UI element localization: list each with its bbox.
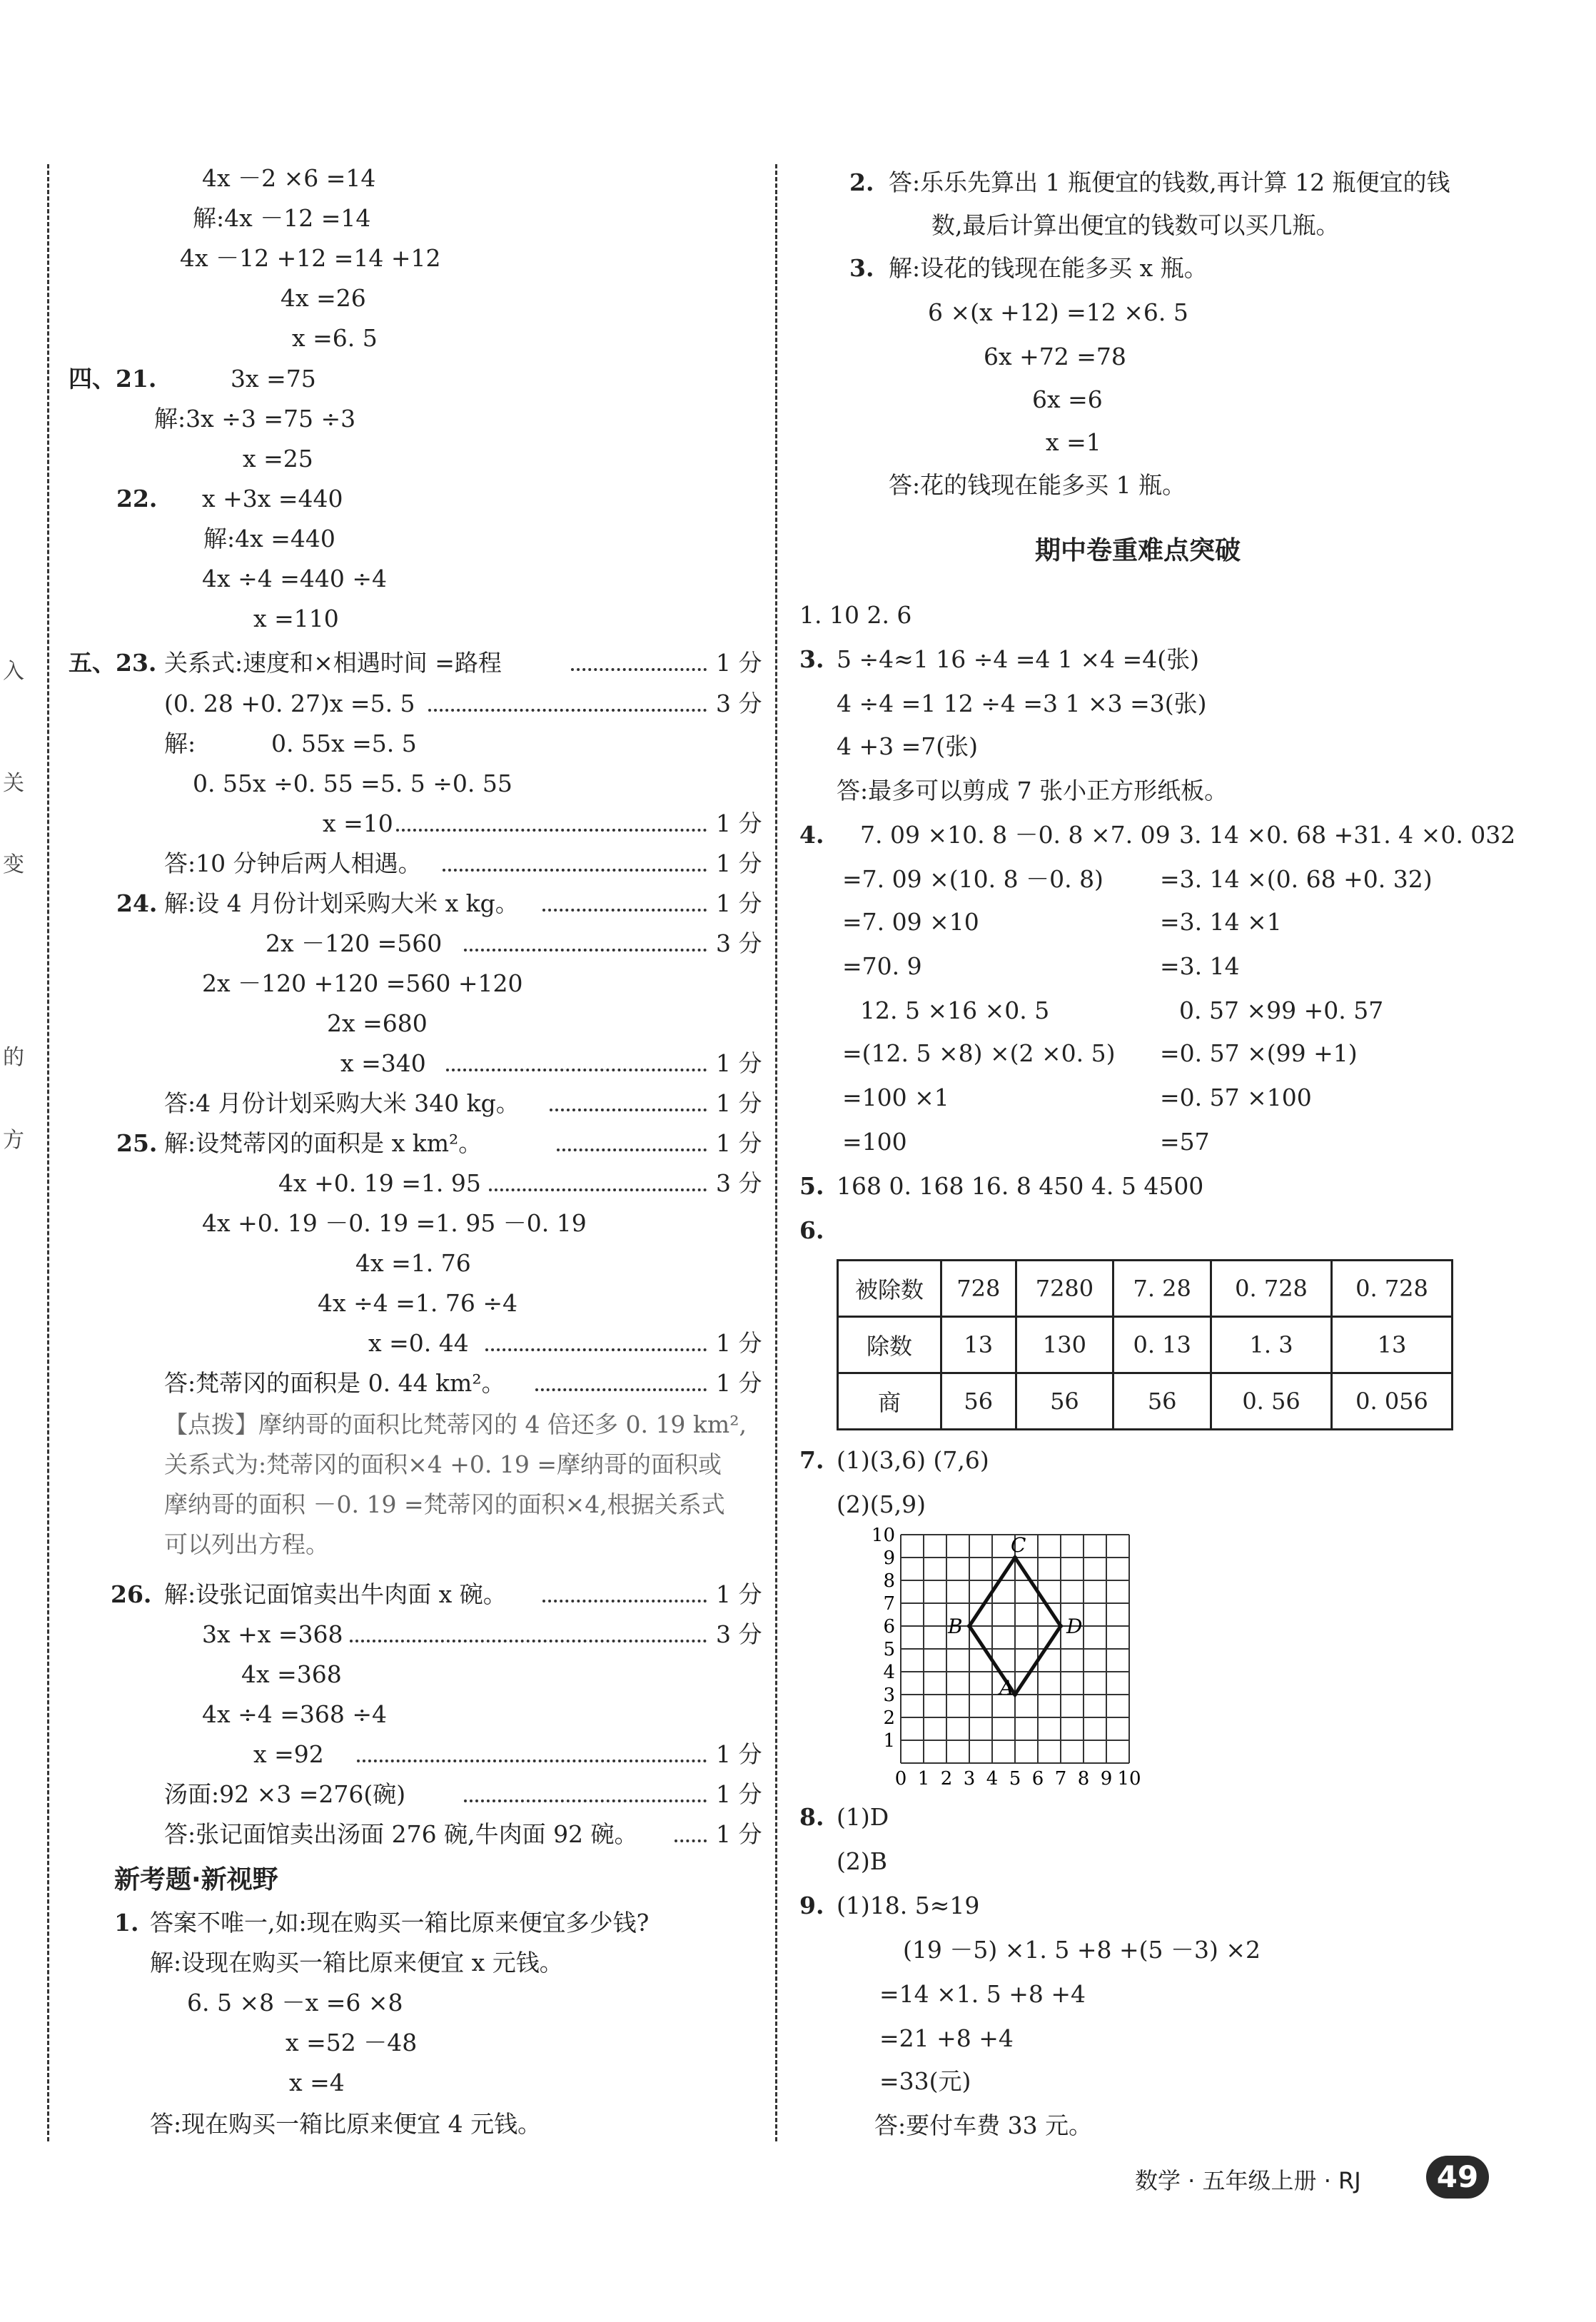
question-number: 8. [799, 1803, 824, 1831]
eq-line: 6 ×(x +12) =12 ×6. 5 [928, 298, 1188, 326]
table-cell: 130 [1016, 1317, 1113, 1373]
score: 1 分 [716, 1369, 762, 1397]
eq-line: x =52 －48 [286, 2029, 418, 2056]
x-tick-label: 8 [1077, 1768, 1090, 1790]
page-number: 49 [1426, 2156, 1489, 2199]
eq-line: 0. 55x ÷0. 55 =5. 5 ÷0. 55 [193, 769, 512, 797]
eq-line: 解: [164, 730, 196, 757]
table-cell: 商 [838, 1373, 941, 1430]
question-number: 四、21. [69, 365, 157, 393]
eq-line: 2x =680 [327, 1009, 428, 1037]
score: 1 分 [716, 1129, 762, 1157]
center-dashed-divider [775, 164, 777, 2141]
eq-line: =7. 09 ×10 [842, 908, 979, 936]
eq-line: 关系式:速度和×相遇时间 =路程 [164, 649, 502, 677]
y-tick-label: 3 [883, 1685, 895, 1706]
division-table [837, 1259, 1453, 1430]
score: 1 分 [716, 649, 762, 677]
eq-line: =70. 9 [842, 952, 922, 980]
question-number: 7. [799, 1446, 824, 1474]
answer-line: 答:梵蒂冈的面积是 0. 44 km²。 [164, 1369, 505, 1397]
eq-line: 3. 14 ×0. 68 +31. 4 ×0. 032 [1179, 821, 1516, 849]
answer-line: 答:现在购买一箱比原来便宜 4 元钱。 [150, 2110, 542, 2138]
y-tick-label: 4 [883, 1662, 895, 1683]
eq-line: x =4 [289, 2069, 345, 2096]
eq-line: x =110 [253, 605, 339, 632]
x-tick-label: 1 [917, 1768, 930, 1790]
table-row [838, 1261, 1453, 1317]
eq-line: =33(元) [879, 2067, 971, 2095]
score: 3 分 [716, 1169, 762, 1197]
answer-line: 答:乐乐先算出 1 瓶便宜的钱数,再计算 12 瓶便宜的钱 [889, 168, 1450, 196]
margin-char: 关 [3, 771, 24, 796]
dot-leader [542, 899, 707, 912]
table-cell: 0. 056 [1332, 1373, 1453, 1430]
eq-line: 4x ÷4 =440 ÷4 [202, 565, 388, 592]
eq-line: 4x ÷4 =368 ÷4 [202, 1700, 388, 1728]
point-label: A [999, 1676, 1014, 1700]
point-marker [967, 1624, 971, 1628]
answer-line: 答:10 分钟后两人相遇。 [164, 849, 422, 877]
y-tick-label: 10 [871, 1528, 895, 1546]
eq-line: 12. 5 ×16 ×0. 5 [860, 996, 1050, 1024]
table-cell: 除数 [838, 1317, 941, 1373]
eq-line: 6. 5 ×8 －x =6 ×8 [187, 1989, 403, 2016]
eq-line: x =340 [340, 1049, 426, 1077]
eq-line: x =0. 44 [368, 1329, 469, 1357]
eq-line: 3x =75 [231, 365, 316, 393]
eq-line: (19 －5) ×1. 5 +8 +(5 －3) ×2 [903, 1936, 1261, 1964]
score: 1 分 [716, 1820, 762, 1848]
eq-line: 4x ÷4 =1. 76 ÷4 [318, 1289, 517, 1317]
eq-line: x =10 [323, 809, 393, 837]
y-tick-label: 1 [883, 1730, 895, 1752]
eq-line: 6x +72 =78 [984, 343, 1126, 370]
eq-line: =(12. 5 ×8) ×(2 ×0. 5) [842, 1039, 1116, 1067]
score: 3 分 [716, 690, 762, 717]
eq-line: 4x =1. 76 [355, 1249, 471, 1277]
table-row [838, 1373, 1453, 1430]
dot-leader [464, 1790, 707, 1802]
tip-line: 关系式为:梵蒂冈的面积×4 +0. 19 =摩纳哥的面积或 [164, 1450, 722, 1478]
question-number: 24. [116, 889, 158, 917]
eq-line: x =92 [253, 1740, 324, 1768]
question-number: 3. [849, 254, 874, 282]
question-number: 6. [799, 1216, 824, 1244]
table-cell: 56 [1113, 1373, 1211, 1430]
dot-leader [396, 819, 707, 832]
eq-line: =14 ×1. 5 +8 +4 [879, 1980, 1086, 2008]
eq-line: x =25 [243, 445, 313, 473]
point-label: C [1011, 1533, 1026, 1557]
answer-line: (1)D [837, 1803, 889, 1831]
eq-line: =100 [842, 1128, 907, 1156]
dot-leader [557, 1139, 707, 1151]
score: 1 分 [716, 1580, 762, 1608]
score: 1 分 [716, 1780, 762, 1808]
eq-line: =100 ×1 [842, 1084, 949, 1111]
left-dashed-margin [47, 164, 49, 2141]
dot-leader [443, 859, 707, 872]
x-tick-label: 0 [894, 1768, 907, 1790]
answer-line: (2)(5,9) [837, 1490, 926, 1518]
point-label: D [1066, 1615, 1083, 1638]
y-tick-label: 9 [883, 1548, 895, 1569]
answer-line: 答:最多可以剪成 7 张小正方形纸板。 [837, 777, 1228, 804]
x-tick-label: 3 [963, 1768, 976, 1790]
eq-line: 0. 57 ×99 +0. 57 [1179, 996, 1384, 1024]
coordinate-grid [864, 1528, 1149, 1806]
table-cell: 被除数 [838, 1261, 941, 1317]
y-tick-label: 6 [883, 1616, 895, 1637]
y-tick-label: 8 [883, 1570, 895, 1592]
eq-line: 解:设梵蒂冈的面积是 x km²。 [164, 1129, 483, 1157]
eq-line: 4x －2 ×6 =14 [202, 164, 376, 192]
score: 1 分 [716, 1089, 762, 1117]
table-cell: 0. 13 [1113, 1317, 1211, 1373]
dot-leader [485, 1338, 707, 1351]
dot-leader [446, 1059, 707, 1071]
eq-line: 汤面:92 ×3 =276(碗) [164, 1780, 406, 1808]
table-row [838, 1317, 1453, 1373]
answer-line: 答:张记面馆卖出汤面 276 碗,牛肉面 92 碗。 [164, 1820, 638, 1848]
eq-line: 解:设花的钱现在能多买 x 瓶。 [889, 254, 1208, 282]
table-cell: 0. 56 [1211, 1373, 1332, 1430]
tip-line: 摩纳哥的面积 －0. 19 =梵蒂冈的面积×4,根据关系式 [164, 1490, 725, 1518]
x-tick-label: 5 [1009, 1768, 1021, 1790]
eq-line: 4x =368 [241, 1660, 342, 1688]
question-number: 26. [111, 1580, 152, 1608]
answer-line: 168 0. 168 16. 8 450 4. 5 4500 [837, 1172, 1204, 1200]
answer-line: 答:4 月份计划采购大米 340 kg。 [164, 1089, 520, 1117]
dot-leader [571, 658, 707, 671]
question-number: 1. [114, 1909, 139, 1937]
eq-line: 解:4x =440 [203, 525, 335, 552]
eq-line: 4 +3 =7(张) [837, 732, 979, 760]
x-tick-label: 2 [940, 1768, 953, 1790]
answer-line: (2)B [837, 1847, 887, 1875]
table-cell: 728 [941, 1261, 1016, 1317]
eq-line: 3x +x =368 [202, 1620, 343, 1648]
section-heading: 期中卷重难点突破 [1035, 536, 1241, 565]
table-cell: 13 [941, 1317, 1016, 1373]
table-cell: 7280 [1016, 1261, 1113, 1317]
margin-char: 变 [3, 852, 24, 877]
dot-leader [542, 1590, 707, 1602]
score: 3 分 [716, 929, 762, 957]
answer-line: (1)(3,6) (7,6) [837, 1446, 989, 1474]
answer-line: 答:花的钱现在能多买 1 瓶。 [889, 471, 1186, 499]
dot-leader [357, 1750, 707, 1762]
eq-line: 解:设 4 月份计划采购大米 x kg。 [164, 889, 519, 917]
tip-line: 【点拨】摩纳哥的面积比梵蒂冈的 4 倍还多 0. 19 km², [164, 1410, 747, 1438]
score: 1 分 [716, 1049, 762, 1077]
eq-line: =0. 57 ×(99 +1) [1160, 1039, 1358, 1067]
score: 3 分 [716, 1620, 762, 1648]
table-cell: 0. 728 [1211, 1261, 1332, 1317]
eq-line: 解:设现在购买一箱比原来便宜 x 元钱。 [150, 1949, 563, 1977]
table-cell: 0. 728 [1332, 1261, 1453, 1317]
x-tick-label: 10 [1117, 1768, 1141, 1790]
table-cell: 1. 3 [1211, 1317, 1332, 1373]
answer-line: 1. 10 2. 6 [799, 601, 912, 629]
eq-line: 解:4x －12 =14 [193, 204, 371, 232]
dot-leader [535, 1378, 707, 1391]
eq-line: =7. 09 ×(10. 8 －0. 8) [842, 865, 1103, 893]
eq-line: 2x －120 =560 [266, 929, 443, 957]
dot-leader [550, 1099, 707, 1111]
question-number: 25. [116, 1129, 158, 1157]
eq-line: 解:3x ÷3 =75 ÷3 [154, 405, 356, 433]
question-number: 3. [799, 645, 824, 673]
y-tick-label: 2 [883, 1707, 895, 1729]
margin-char: 入 [3, 659, 24, 684]
answer-line: 答:要付车费 33 元。 [874, 2111, 1093, 2139]
eq-line: 5 ÷4≈1 16 ÷4 =4 1 ×4 =4(张) [837, 645, 1200, 673]
eq-line: 2x －120 +120 =560 +120 [202, 969, 523, 997]
eq-line: =3. 14 ×(0. 68 +0. 32) [1160, 865, 1433, 893]
question-number: 4. [799, 821, 824, 849]
score: 1 分 [716, 849, 762, 877]
question-number: 2. [849, 168, 874, 196]
dot-leader [675, 1829, 707, 1842]
eq-line: x =6. 5 [292, 324, 378, 352]
table-cell: 13 [1332, 1317, 1453, 1373]
eq-line: (1)18. 5≈19 [837, 1892, 980, 1919]
eq-line: 4x +0. 19 =1. 95 [278, 1169, 481, 1197]
eq-line: 解:设张记面馆卖出牛肉面 x 碗。 [164, 1580, 507, 1608]
eq-line: (0. 28 +0. 27)x =5. 5 [164, 690, 415, 717]
margin-char: 方 [3, 1128, 24, 1153]
eq-line: 6x =6 [1032, 385, 1103, 413]
section-heading: 新考题·新视野 [114, 1865, 278, 1894]
score: 1 分 [716, 809, 762, 837]
point-label: B [948, 1615, 963, 1638]
point-marker [1059, 1624, 1063, 1628]
eq-line: x +3x =440 [202, 485, 343, 513]
y-tick-label: 5 [883, 1639, 895, 1660]
dot-leader [464, 939, 707, 951]
eq-line: 4x =26 [281, 284, 366, 312]
eq-line: 7. 09 ×10. 8 －0. 8 ×7. 09 [860, 821, 1171, 849]
eq-line: =3. 14 [1160, 952, 1240, 980]
eq-line: =21 +8 +4 [879, 2024, 1014, 2052]
eq-line: =3. 14 ×1 [1160, 908, 1282, 936]
x-tick-label: 4 [986, 1768, 999, 1790]
question-number: 9. [799, 1892, 824, 1919]
score: 1 分 [716, 889, 762, 917]
x-tick-label: 7 [1054, 1768, 1067, 1790]
dot-leader [489, 1178, 707, 1191]
question-number: 22. [116, 485, 158, 513]
score: 1 分 [716, 1740, 762, 1768]
table-cell: 56 [941, 1373, 1016, 1430]
question-number: 五、23. [69, 649, 157, 677]
eq-line: 4x －12 +12 =14 +12 [180, 244, 441, 272]
margin-char: 的 [3, 1045, 24, 1070]
eq-line: 4 ÷4 =1 12 ÷4 =3 1 ×3 =3(张) [837, 690, 1207, 717]
footer-book-title: 数学 · 五年级上册 · RJ [1135, 2167, 1361, 2194]
y-tick-label: 7 [883, 1593, 895, 1615]
tip-line: 可以列出方程。 [164, 1530, 329, 1558]
eq-line: =57 [1160, 1128, 1210, 1156]
eq-line: x =1 [1046, 428, 1101, 456]
x-tick-label: 6 [1031, 1768, 1044, 1790]
eq-line: 0. 55x =5. 5 [271, 730, 417, 757]
score: 1 分 [716, 1329, 762, 1357]
eq-line: =0. 57 ×100 [1160, 1084, 1312, 1111]
table-cell: 56 [1016, 1373, 1113, 1430]
dot-leader [350, 1630, 707, 1642]
question-number: 5. [799, 1172, 824, 1200]
dot-leader [428, 699, 707, 712]
x-tick-label: 9 [1100, 1768, 1113, 1790]
table-cell: 7. 28 [1113, 1261, 1211, 1317]
answer-line: 答案不唯一,如:现在购买一箱比原来便宜多少钱? [150, 1909, 650, 1937]
eq-line: 4x +0. 19 －0. 19 =1. 95 －0. 19 [202, 1209, 587, 1237]
answer-line: 数,最后计算出便宜的钱数可以买几瓶。 [931, 211, 1340, 239]
